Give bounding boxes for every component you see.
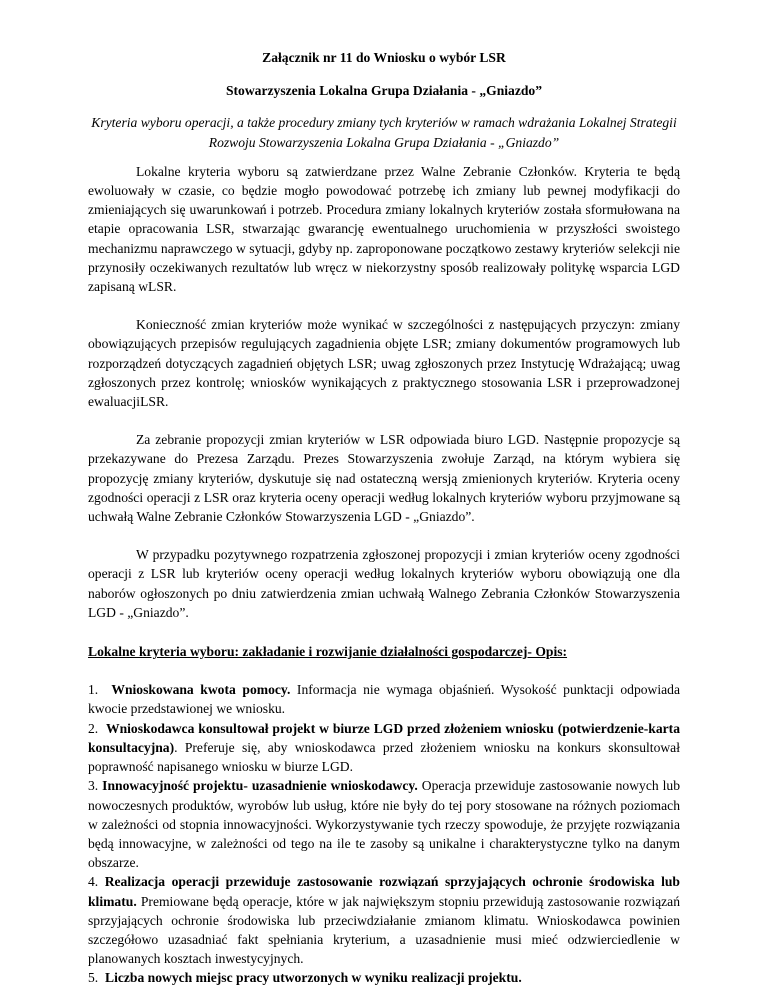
criterion-number: 5. [88, 970, 99, 986]
criterion-number: 1. [88, 682, 99, 698]
criterion-title: Wnioskodawca konsultował projekt w biurze LGD przed złożeniem wniosku (potwierdzenie-karta konsultacyjna) [88, 720, 680, 755]
criterion-item [88, 680, 680, 718]
paragraph-intro: Lokalne kryteria wyboru są zatwierdzane przez Walne Zebranie Członków. Kryteria te będą ewoluowały w czasie, co będzie mogło powodować potrzebę ich zmiany lub pewnej modyfikacji do zmieniających się uwarunkowań i potrzeb. Procedura zmiany lokalnych kryteriów została sformułowana na etapie opracowania LSR, stwarzając gwarancję ewentualnego uruchomienia w przyszłości swoistego mechanizmu naprawczego w sytuacji, gdyby np. zaproponowane początkowo zestawy kryteriów selekcji nie przynosiły oczekiwanych rezultatów lub wręcz w niekorzystny sposób realizowały politykę wsparcia LGD zapisaną wLSR. [88, 163, 680, 295]
criterion-item [88, 719, 680, 777]
criterion-title: Wnioskowana kwota pomocy. [111, 682, 291, 698]
criterion-description: Informacja nie wymaga objaśnień. Wysokość punktacji odpowiada kwocie przedstawionej we wniosku. [88, 682, 680, 717]
paragraph-validity: W przypadku pozytywnego rozpatrzenia zgłoszonej propozycji i zmian kryteriów oceny zgodności operacji z LSR lub kryteriów oceny operacji według lokalnych kryteriów wyboru obowiązują one dla naborów ogłoszonych po dniu zatwierdzenia zmian uchwałą Walnego Zebrania Członków Stowarzyszenia LGD - „Gniazdo”. [88, 547, 680, 620]
organization-title: Stowarzyszenia Lokalna Grupa Działania - „Gniazdo” [225, 83, 543, 99]
criterion-number: 2. [88, 720, 99, 736]
criterion-item [88, 968, 680, 987]
criterion-number: 3. [88, 778, 99, 794]
criterion-title: Realizacja operacji przewiduje zastosowanie rozwiązań sprzyjających ochronie środowiska lub klimatu. [88, 874, 680, 909]
criterion-number: 4. [88, 874, 99, 890]
criteria-list [88, 680, 680, 987]
criterion-item [88, 776, 680, 872]
criterion-item [88, 872, 680, 968]
criterion-description: Operacja przewiduje zastosowanie nowych lub nowoczesnych produktów, wyrobów lub usług, które nie były do tej pory stosowane na różnych poziomach w zależności od stopnia innowacyjności. Wykorzystywanie tych rzeczy spowoduje, że przyjęte rozwiązania będą innowacyjne, w zależności od tego na ile te zasoby są unikalne i charakterystyczne tylko na danym obszarze. [88, 778, 680, 871]
criterion-description: . Preferuje się, aby wnioskodawca przed złożeniem wniosku na konkurs skonsultował poprawność napisanego wniosku w biurze LGD. [88, 739, 680, 775]
paragraph-procedure: Za zebranie propozycji zmian kryteriów w LSR odpowiada biuro LGD. Następnie propozycje są przekazywane do Prezesa Zarządu. Prezes Stowarzyszenia zwołuje Zarząd, na którym wybiera się propozycję zmiany kryteriów, dyskutuje się nad ostateczną wersją zmienionych kryteriów. Kryteria oceny zgodności operacji z LSR oraz kryteria oceny operacji według lokalnych kryteriów wyboru przyjmowane są uchwałą Walne Zebranie Członków Stowarzyszenia LGD - „Gniazdo”. [88, 432, 680, 525]
paragraph-reasons: Konieczność zmian kryteriów może wynikać w szczególności z następujących przyczyn: zmiany obowiązujących przepisów regulujących zagadnienia objęte LSR; zmiany dokumentów programowych lub rozporządzeń dotyczących zagadnień objętych LSR; uwag zgłoszonych przez Instytucję Wdrażającą; uwag zgłoszonych przez kontrolę; wniosków wynikających z praktycznego stosowania LSR i przeprowadzonej ewaluacjiLSR. [88, 317, 680, 410]
section-heading: Lokalne kryteria wyboru: zakładanie i rozwijanie działalności gospodarczej- Opis: [88, 644, 568, 660]
criterion-title: Innowacyjność projektu- uzasadnienie wnioskodawcy. [102, 778, 418, 794]
annex-title: Załącznik nr 11 do Wniosku o wybór LSR [262, 50, 506, 65]
criterion-description: Premiowane będą operacje, które w jak największym stopniu przewidują zastosowanie rozwiązań sprzyjających ochronie środowiska lub przeciwdziałanie zmianom klimatu. Wnioskodawca powinien szczegółowo uzasadniać fakt spełniania kryterium, a uzasadnienie musi mieć odzwierciedlenie w planowanych kosztach inwestycyjnych. [88, 893, 680, 967]
criterion-title: Liczba nowych miejsc pracy utworzonych w wyniku realizacji projektu. [105, 970, 522, 986]
document-subtitle: Kryteria wyboru operacji, a także procedury zmiany tych kryteriów w ramach wdrażania Lokalnej Strategii Rozwoju Stowarzyszenia Lokalna Grupa Działania - „Gniazdo” [91, 115, 677, 150]
